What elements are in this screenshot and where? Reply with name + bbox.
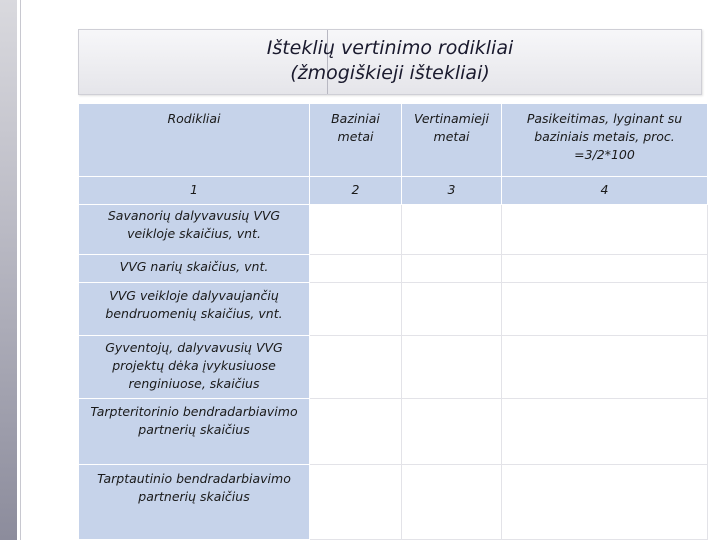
table-cell[interactable] <box>310 465 402 540</box>
column-number-row <box>79 177 708 205</box>
table-cell[interactable] <box>310 399 402 465</box>
table-row <box>79 399 708 465</box>
table-row <box>79 336 708 399</box>
table-row <box>79 283 708 336</box>
page-title <box>79 36 701 86</box>
column-number: 3 <box>402 177 502 205</box>
row-label: VVG veikloje dalyvaujančių bendruomenių skaičius, vnt. <box>79 283 310 336</box>
table-cell[interactable] <box>502 205 708 255</box>
column-number: 4 <box>502 177 708 205</box>
table-row <box>79 205 708 255</box>
row-label: Gyventojų, dalyvavusių VVG projektų dėka įvykusiuose renginiuose, skaičius <box>79 336 310 399</box>
table-cell[interactable] <box>402 255 502 283</box>
table-cell[interactable] <box>502 283 708 336</box>
table-cell[interactable] <box>310 283 402 336</box>
row-label: Tarptautinio bendradarbiavimo partnerių skaičius <box>79 465 310 540</box>
table-cell[interactable] <box>402 399 502 465</box>
row-label: Savanorių dalyvavusių VVG veikloje skaičius, vnt. <box>79 205 310 255</box>
header-cell: Vertinamieji metai <box>402 104 502 177</box>
table-cell[interactable] <box>402 465 502 540</box>
row-label: Tarpteritorinio bendradarbiavimo partnerių skaičius <box>79 399 310 465</box>
left-decor-bar <box>0 0 17 540</box>
header-cell: Rodikliai <box>79 104 310 177</box>
indicators-table <box>78 103 708 540</box>
header-cell: Pasikeitimas, lyginant su baziniais metais, proc. =3/2*100 <box>502 104 708 177</box>
table-header-row <box>79 104 708 177</box>
table-cell[interactable] <box>310 255 402 283</box>
title-line-2: (žmogiškieji ištekliai) <box>290 62 490 84</box>
table-row <box>79 255 708 283</box>
table-cell[interactable] <box>402 283 502 336</box>
table-cell[interactable] <box>402 205 502 255</box>
column-number: 1 <box>79 177 310 205</box>
table-cell[interactable] <box>502 465 708 540</box>
table-cell[interactable] <box>502 255 708 283</box>
table-cell[interactable] <box>310 336 402 399</box>
title-box <box>78 29 702 95</box>
table-cell[interactable] <box>502 399 708 465</box>
table-cell[interactable] <box>402 336 502 399</box>
table-cell[interactable] <box>502 336 708 399</box>
row-label: VVG narių skaičius, vnt. <box>79 255 310 283</box>
title-line-1: Išteklių vertinimo rodikliai <box>266 37 514 59</box>
table-cell[interactable] <box>310 205 402 255</box>
header-cell: Baziniai metai <box>310 104 402 177</box>
column-number: 2 <box>310 177 402 205</box>
table-row <box>79 465 708 540</box>
